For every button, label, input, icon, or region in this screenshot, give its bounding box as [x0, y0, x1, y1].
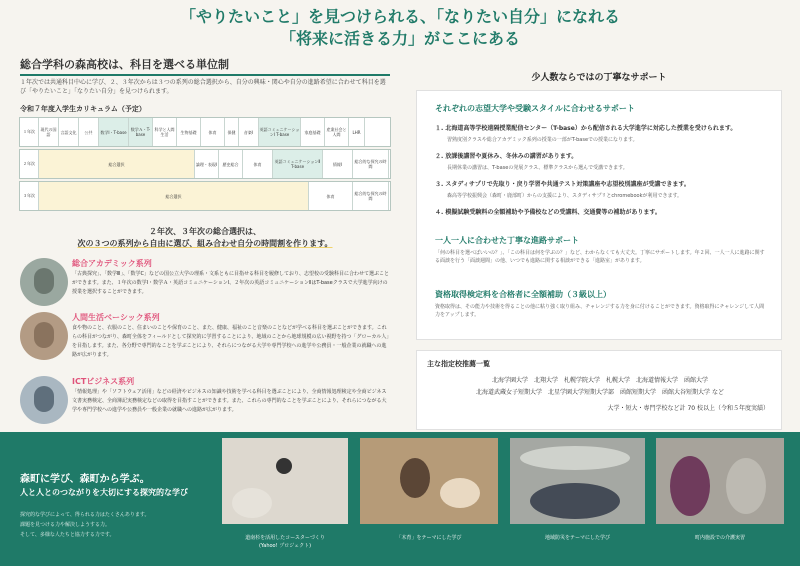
- series-desc: 食や物のこと、衣服のこと、住まいのことや保育のこと、また、健康、福祉のこと音楽のことなどが学べる科目を選ぶことができます。これらの科目がつながり、森町全体をフィールドとして探究的に学習することにより、地域のことから地球規模の広い視野を持つ「グローカル人」を目指します。また、各分野で専門的なことを学ぶことにより、それらにつながる大学や専門学校への進学や公務員・一般企業の就職への進路が広がります。: [72, 325, 389, 358]
- photo-disaster-prevention: [510, 438, 645, 524]
- lifestyle-photo: [20, 312, 68, 360]
- footer-band: [0, 432, 800, 566]
- footer-text-line-1: 探究的な学びによって、得られる力はたくさんあります。: [20, 512, 150, 518]
- support-item-1-sub: 習熟度別クラスや総合アカデミック系列の授業の一部がT-baseでの授業になります。: [447, 137, 638, 143]
- subject-cell: 現代の国語: [39, 118, 59, 146]
- photo-coaster: [222, 438, 348, 524]
- grade-label: ２年次: [20, 150, 39, 178]
- series-lifestyle: [20, 312, 390, 374]
- schools-line-2: 北海道武蔵女子短期大学 北星学園大学短期大学部 函館短期大学 函館大谷短期大学 など: [476, 389, 724, 396]
- subject-cell: 総合的な探究の時間: [353, 182, 389, 210]
- photo-caption-line-2: (Yahoo! プロジェクト): [258, 543, 312, 549]
- subject-cell: 論理・表現Ⅰ: [195, 150, 219, 178]
- support-heading-3: 資格取得検定料を合格者に全額補助（３級以上）: [435, 290, 611, 299]
- support-para-2: 「何の科目を選べばいいの？」、「この科目は何を学ぶの？」など、わからなくても大丈夫。丁寧にサポートします。年２回、一人一人に進路に関する面談を行う「面談週間」の他、いつでも進路に関する相談ができる「進路室」があります。: [435, 250, 765, 264]
- series-intro-line-2: 次の３つの系列から自由に選び、組み合わせ自分の時間割を作ります。: [77, 239, 333, 248]
- photo-care-caption: 町内施設での介護実習: [694, 535, 745, 541]
- series-ict: [20, 376, 390, 432]
- subject-cell: 科学と人間生活: [153, 118, 177, 146]
- curriculum-title: 令和７年度入学生カリキュラム（予定）: [20, 105, 146, 113]
- schools-line-3: 大学・短大・専門学校など計 70 校以上（令和５年度実績）: [607, 405, 769, 412]
- subject-cell: 総合的な探究の時間: [353, 150, 389, 178]
- photo-wood-caption: 「木育」をテーマにした学び: [396, 535, 462, 541]
- subject-cell: 数学Ａ・T-base: [129, 118, 153, 146]
- series-academic: [20, 258, 390, 312]
- subject-cell: LHR: [349, 118, 365, 146]
- series-title: ICTビジネス系列: [72, 377, 135, 386]
- photo-disaster-caption: 地域防災をテーマにした学び: [544, 535, 610, 541]
- schools-box: [416, 350, 782, 430]
- grade-3-row: [19, 181, 391, 211]
- support-item-3-sub: 森高等学校振興会（森町・鹿部町）からの支援により、スタディサプリとchromebookが利用できます。: [447, 193, 683, 199]
- subject-cell: 情報Ⅰ: [323, 150, 353, 178]
- support-para-3: 資格取得は、その能力や技術を得ることの他に粘り強く取り組み、チャレンジする力を身に付けることができます。資格取得にチャレンジして人間力をアップします。: [435, 304, 765, 318]
- photo-caption-line-1: 道南杉を活用したコースターづくり: [245, 535, 325, 541]
- support-item-1: １. 北海道高等学校遠隔授業配信センター（T-base）から配信される大学進学に対応した授業を受けられます。: [435, 125, 737, 132]
- subject-cell: 体育: [201, 118, 225, 146]
- subject-cell: 歴史総合: [219, 150, 243, 178]
- grade-label: １年次: [20, 118, 39, 146]
- photo-care-training: [656, 438, 784, 524]
- curriculum-table: [19, 117, 391, 213]
- hero-line-1: 「やりたいこと」を見つけられる、「なりたい自分」になれる: [179, 7, 620, 26]
- footer-subheading: 人と人とのつながりを大切にする探究的な学び: [20, 488, 188, 497]
- schools-line-1: 北海学園大学 北翔大学 札幌学院大学 札幌大学 北海道情報大学 函館大学: [491, 377, 708, 384]
- footer-heading: 森町に学び、森町から学ぶ。: [20, 474, 150, 485]
- support-item-3: ３. スタディサプリで先取り・戻り学習や共通テスト対策講座や志望校別講座が受講できます。: [435, 181, 690, 188]
- series-title: 人間生活ベーシック系列: [72, 313, 160, 322]
- left-intro: １年次では共通科目中心に学び、２、３年次からは３つの系列の総合選択から、自分の興味・関心や自分の進路希望に合わせて科目を選び「やりたいこと」「なりたい自分」を見つけられます。: [20, 79, 386, 95]
- schools-title: 主な指定校推薦一覧: [427, 360, 490, 368]
- support-heading-2: 一人一人に合わせた丁寧な進路サポート: [435, 236, 579, 245]
- footer-text-line-2: 課題を見つける力や解決しようする力。: [20, 522, 111, 528]
- photo-coaster-caption: [222, 534, 348, 550]
- photo-wood-education: [360, 438, 498, 524]
- grade-label: ３年次: [20, 182, 39, 210]
- subject-cell: 産業社会と人間: [325, 118, 349, 146]
- support-item-2-sub: 長期休業の講習は、T-baseの発展クラス、標準クラスから選んで受講できます。: [447, 165, 628, 171]
- subject-cell: 家庭基礎: [301, 118, 325, 146]
- grade-1-row: [19, 117, 391, 147]
- series-desc: 「情報処理」や「ソフトウェア活用」などの経済やビジネスの知識や技術を学べる科目を選ぶことにより、全商情報処理検定や全商ビジネス文書実務検定、全商簿記実務検定などの取得を目指すことができます。また、これらの専門的なことを学ぶことにより、それらにつながる大学や専門学校への進学や公務員や一般企業の就職への進路が広がります。: [72, 389, 387, 413]
- subject-cell: 言語文化: [59, 118, 79, 146]
- left-heading: 総合学科の森高校は、科目を選べる単位制: [20, 56, 390, 76]
- hero-line-2: 「将来に活きる力」がここにある: [279, 29, 520, 48]
- series-intro: [20, 226, 390, 250]
- support-item-4: ４. 模擬試験受験料の全額補助や予備校などの受講料、交通費等の補助があります。: [435, 209, 661, 216]
- footer-text: [20, 510, 200, 540]
- subject-cell: 生物基礎: [177, 118, 201, 146]
- subject-cell: 公共: [79, 118, 99, 146]
- ict-photo: [20, 376, 68, 424]
- grade-2-row: [19, 149, 391, 179]
- hero-title: [0, 6, 800, 50]
- subject-cell: 英語コミュニケーションⅠ T-base: [259, 118, 301, 146]
- subject-cell: 体育: [243, 150, 273, 178]
- subject-cell: 保健: [225, 118, 239, 146]
- support-tab: 少人数ならではの丁寧なサポート: [531, 73, 667, 83]
- support-box: [416, 90, 782, 340]
- footer-text-line-3: そして、多様な人たちと協力する力です。: [20, 532, 115, 538]
- subject-cell: 総合選択: [39, 150, 195, 178]
- series-title: 総合アカデミック系列: [72, 259, 152, 268]
- subject-cell: 英語コミュニケーションⅡ T-base: [273, 150, 323, 178]
- support-heading-1: それぞれの志望大学や受験スタイルに合わせるサポート: [435, 104, 635, 113]
- series-intro-line-1: ２年次、３年次の総合選択は、: [149, 227, 261, 236]
- series-desc: 「古典探究」、「数学Ⅲ」、「数学C」などの国公立大学の理系・文系ともに目指せる科目を履修しており、志望校の受験科目に合わせて選ぶことができます。また、１年次の数学Ⅰ・数学Ａ・英語コミュニケーションⅠ、２年次の英語コミュニケーションⅡはT-baseクラスで大学進学向けの授業を選択することができます。: [72, 271, 389, 295]
- academic-photo: [20, 258, 68, 306]
- subject-cell: 体育: [309, 182, 353, 210]
- support-item-2: ２. 放課後講習や夏休み、冬休みの講習があります。: [435, 153, 578, 160]
- subject-cell: 総合選択: [39, 182, 309, 210]
- subject-cell: 数学Ⅰ・T-base: [99, 118, 129, 146]
- subject-cell: 音楽Ⅰ: [239, 118, 259, 146]
